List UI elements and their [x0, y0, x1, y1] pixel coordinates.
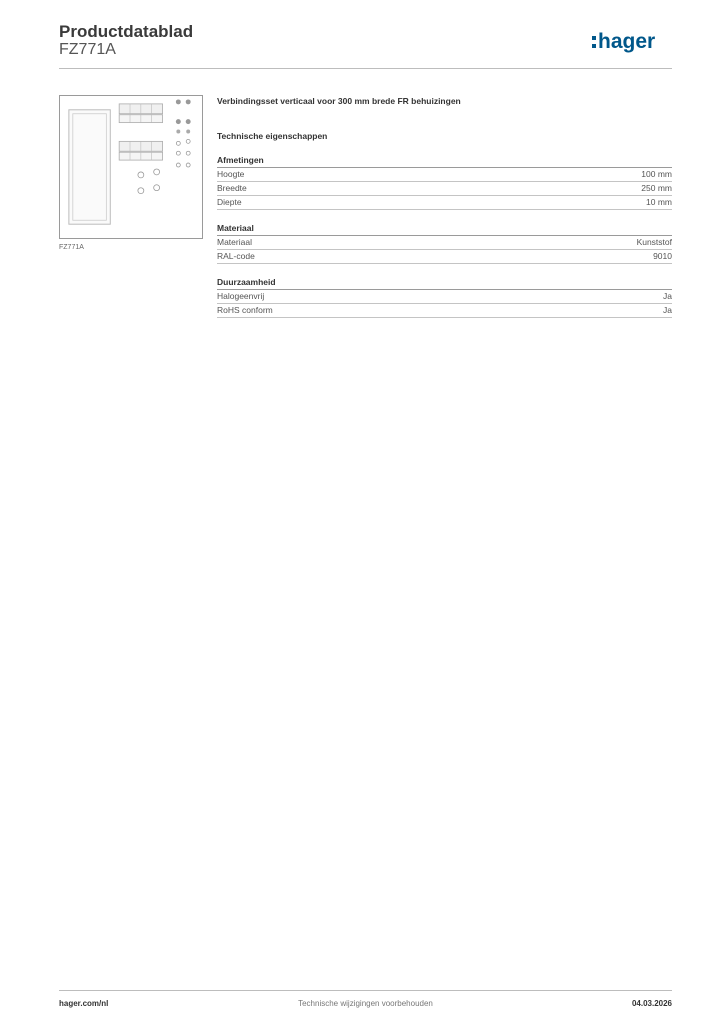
spec-label: Materiaal	[217, 237, 252, 247]
footer-disclaimer: Technische wijzigingen voorbehouden	[298, 999, 433, 1008]
spec-row	[217, 182, 672, 196]
spec-value: Ja	[663, 291, 672, 301]
spec-label: Halogeenvrij	[217, 291, 265, 301]
spec-row	[217, 290, 672, 304]
spec-value: 250 mm	[641, 183, 672, 193]
product-image	[59, 95, 203, 239]
spec-label: RAL-code	[217, 251, 255, 261]
hager-logo	[592, 26, 672, 56]
spec-row	[217, 236, 672, 250]
spec-section-sustainability	[217, 276, 672, 318]
spec-row	[217, 250, 672, 264]
spec-value: Kunststof	[636, 237, 672, 247]
spec-label: RoHS conform	[217, 305, 273, 315]
document-title: Productdatablad	[59, 22, 194, 41]
product-description: Verbindingsset verticaal voor 300 mm brede FR behuizingen	[217, 96, 461, 106]
page-footer	[59, 990, 672, 1015]
svg-text:hager: hager	[598, 30, 656, 53]
spec-value: Ja	[663, 305, 672, 315]
page-header	[59, 20, 672, 69]
product-code: FZ771A	[59, 41, 116, 58]
footer-website-link[interactable]: hager.com/nl	[59, 999, 109, 1008]
spec-value: 9010	[653, 251, 672, 261]
footer-date: 04.03.2026	[631, 999, 672, 1008]
spec-row	[217, 168, 672, 182]
spec-section-material	[217, 222, 672, 264]
spec-label: Breedte	[217, 183, 247, 193]
spec-row	[217, 196, 672, 210]
spec-label: Hoogte	[217, 169, 245, 179]
spec-value: 10 mm	[646, 197, 672, 207]
spec-label: Diepte	[217, 197, 242, 207]
product-details	[217, 95, 672, 318]
section-title: Duurzaamheid	[217, 276, 672, 290]
image-caption: FZ771A	[59, 244, 84, 251]
technical-properties-title: Technische eigenschappen	[217, 131, 328, 141]
section-title: Afmetingen	[217, 154, 672, 168]
spec-row	[217, 304, 672, 318]
spec-section-dimensions	[217, 154, 672, 210]
section-title: Materiaal	[217, 222, 672, 236]
spec-value: 100 mm	[641, 169, 672, 179]
